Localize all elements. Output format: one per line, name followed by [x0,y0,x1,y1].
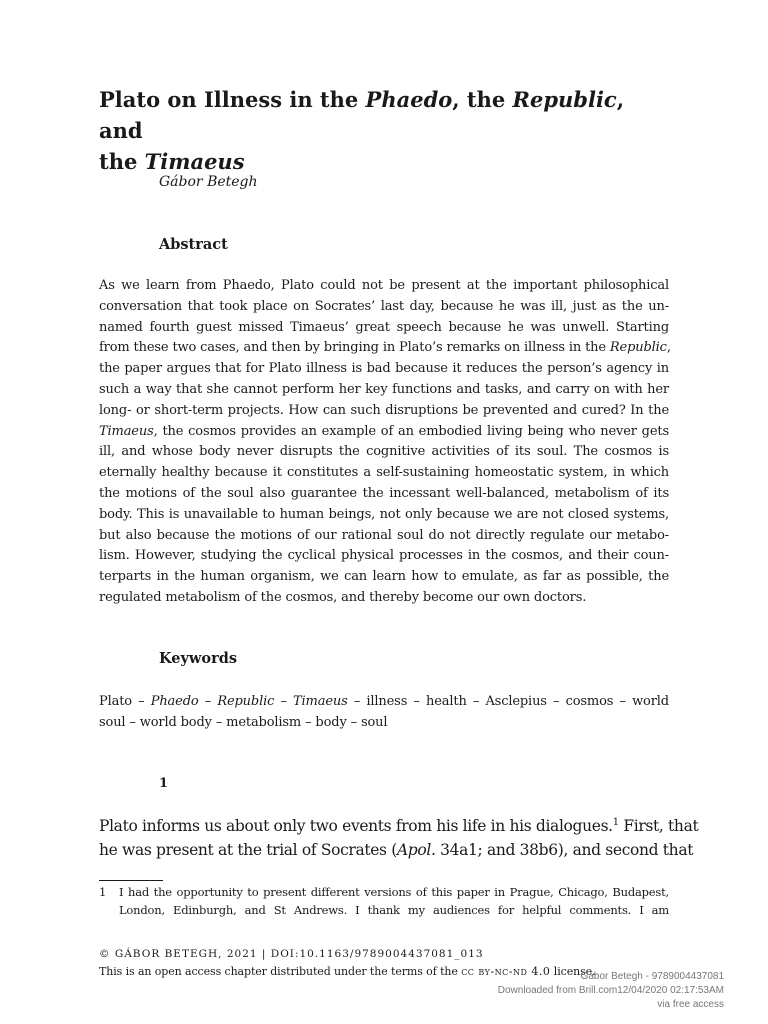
keywords-heading: Keywords [159,650,238,667]
body-line [99,838,694,862]
watermark-line: via free access [657,999,724,1010]
abstract-italic: Republic [609,340,667,356]
abstract-italic: Timaeus [99,423,154,439]
abstract-line: As we learn from Phaedo, Plato could not be present at the important philosophical [99,278,669,293]
license-link[interactable]: cc by-nc-nd 4.0 [461,965,551,978]
title-part: , and [99,87,625,143]
abstract-line: body. This is unavailable to human beings, not only because we are not closed systems, [99,506,669,522]
abstract-line: eternally healthy because it constitutes a self-sustaining homeostatic system, in which [99,465,669,481]
title-part-timaeus: Timaeus [144,149,245,174]
abstract-line: terparts in the human organism, we can learn how to emulate, as far as possible, the [99,569,669,585]
keyword-text: – illness – health – Asclepius – cosmos – world [347,694,669,709]
title-part-republic: Republic [512,87,617,112]
title-part-phaedo: Phaedo [365,87,453,112]
keyword-text: – [198,694,218,709]
abstract-line: lism. However, studying the cyclical physical processes in the cosmos, and their coun- [99,548,669,564]
keyword-italic: Phaedo [150,694,199,709]
abstract-line: regulated metabolism of the cosmos, and thereby become our own doctors. [99,589,587,605]
title-part: , the [452,87,513,112]
keywords-line: soul – world body – metabolism – body – soul [99,714,388,730]
body-fragment: Plato informs us about only two events from his life in his dialogues. [99,817,613,835]
abstract-heading: Abstract [159,236,228,253]
abstract-line: but also because the motions of our rational soul do not directly regulate our metabo- [99,527,669,543]
watermark-line: Downloaded from Brill.com12/04/2020 02:17:53AM [497,985,724,996]
abstract-line: ill, and whose body never disrupts the cognitive activities of its soul. The cosmos is [99,444,669,460]
license-text: This is an open access chapter distributed under the terms of the [99,965,462,978]
title-part: Plato on Illness in the [99,87,366,112]
abstract-fragment: , [666,340,671,356]
author-name: Gábor Betegh [159,174,258,190]
abstract-line: long- or short-term projects. How can such disruptions be prevented and cured? In the [99,402,669,418]
body-italic: Apol. [396,841,436,859]
footnote-line: London, Edinburgh, and St Andrews. I thank my audiences for helpful comments. I am [119,903,669,917]
keyword-italic: Republic [217,694,275,709]
abstract-line: conversation that took place on Socrates’ last day, because he was ill, just as the un- [99,298,669,314]
body-fragment: he was present at the trial of Socrates ( [99,841,397,859]
copyright-doi-line: © GÁBOR BETEGH, 2021 | DOI:10.1163/9789004437081_013 [99,948,484,960]
footnote-text [119,883,669,919]
section-number: 1 [159,776,169,791]
keyword-text: – [274,694,294,709]
title-part: the [99,149,145,174]
body-paragraph [99,814,699,862]
license-text: license. [550,965,596,978]
abstract-line: named fourth guest missed Timaeus’ great speech because he was unwell. Starting [99,319,669,335]
abstract-line: the paper argues that for Plato illness is bad because it reduces the person’s agency in [99,361,669,377]
footnote-ref[interactable]: 1 [612,816,619,828]
body-line [99,814,699,838]
keyword-italic: Timaeus [293,694,348,709]
keywords-line [99,692,669,713]
paper-title [99,84,659,177]
keyword-text: Plato – [99,694,151,709]
abstract-line: the motions of the soul also guarantee the incessant well-balanced, metabolism of its [99,485,669,501]
abstract-line [99,422,669,443]
abstract-line [99,338,669,359]
footnote-number: 1 [99,885,107,899]
footnote-divider [99,880,163,881]
abstract-line: such a way that she cannot perform her key functions and tasks, and carry on with her [99,381,669,397]
keywords-list [99,692,669,734]
abstract-text [99,276,669,609]
download-watermark [498,970,724,1012]
body-fragment: First, that [618,817,699,835]
watermark-line: Gábor Betegh - 9789004437081 [580,971,724,982]
footnote-line: I had the opportunity to present different versions of this paper in Prague, Chicago, Budapest, [119,885,669,899]
abstract-fragment: from these two cases, and then by bringing in Plato’s remarks on illness in the [99,340,610,356]
body-fragment: 34a1; and 38b6), and second that [435,841,694,859]
abstract-fragment: , the cosmos provides an example of an embodied living being who never gets [153,423,669,439]
